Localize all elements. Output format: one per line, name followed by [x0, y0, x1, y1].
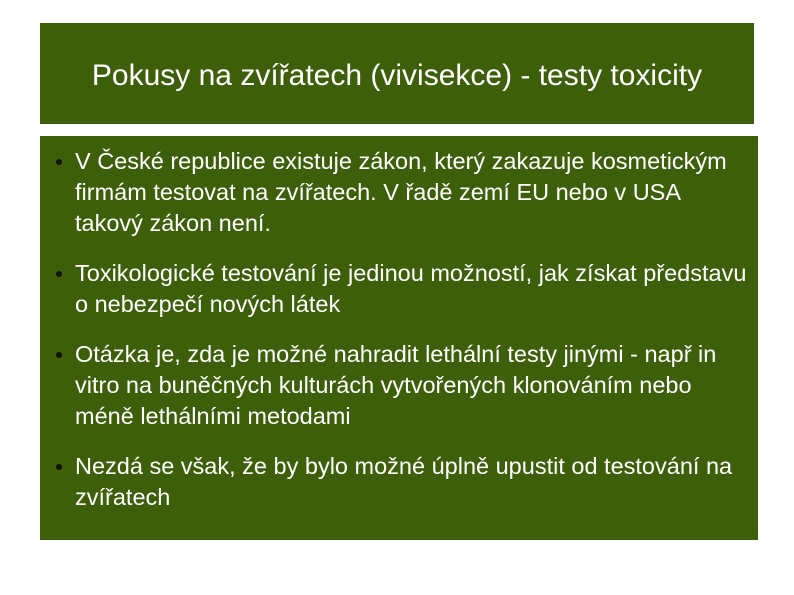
bullet-text: Nezdá se však, že by bylo možné úplně upustit od testování na zvířatech	[75, 453, 733, 510]
bullet-dot-icon	[56, 352, 62, 358]
bullet-text: V České republice existuje zákon, který zakazuje kosmetickým firmám testovat na zvířatech. V řadě zemí EU nebo v USA takový zákon není.	[75, 148, 727, 236]
bullet-item	[40, 258, 758, 320]
bullet-dot-icon	[56, 271, 62, 277]
slide-title-panel	[40, 23, 754, 124]
bullet-item	[40, 146, 758, 239]
bullet-text: Toxikologické testování je jedinou možností, jak získat představu o nebezpečí nových látek	[75, 260, 747, 317]
bullet-text: Otázka je, zda je možné nahradit lethální testy jinými - např in vitro na buněčných kulturách vytvořených klonováním nebo méně lethálními metodami	[75, 341, 717, 429]
bullet-dot-icon	[56, 159, 62, 165]
bullet-item	[40, 339, 758, 432]
bullet-dot-icon	[56, 464, 62, 470]
bullet-list	[40, 146, 758, 532]
slide-title: Pokusy na zvířatech (vivisekce) - testy toxicity	[91, 59, 703, 92]
bullet-item	[40, 451, 758, 513]
slide-content-panel	[40, 136, 758, 540]
